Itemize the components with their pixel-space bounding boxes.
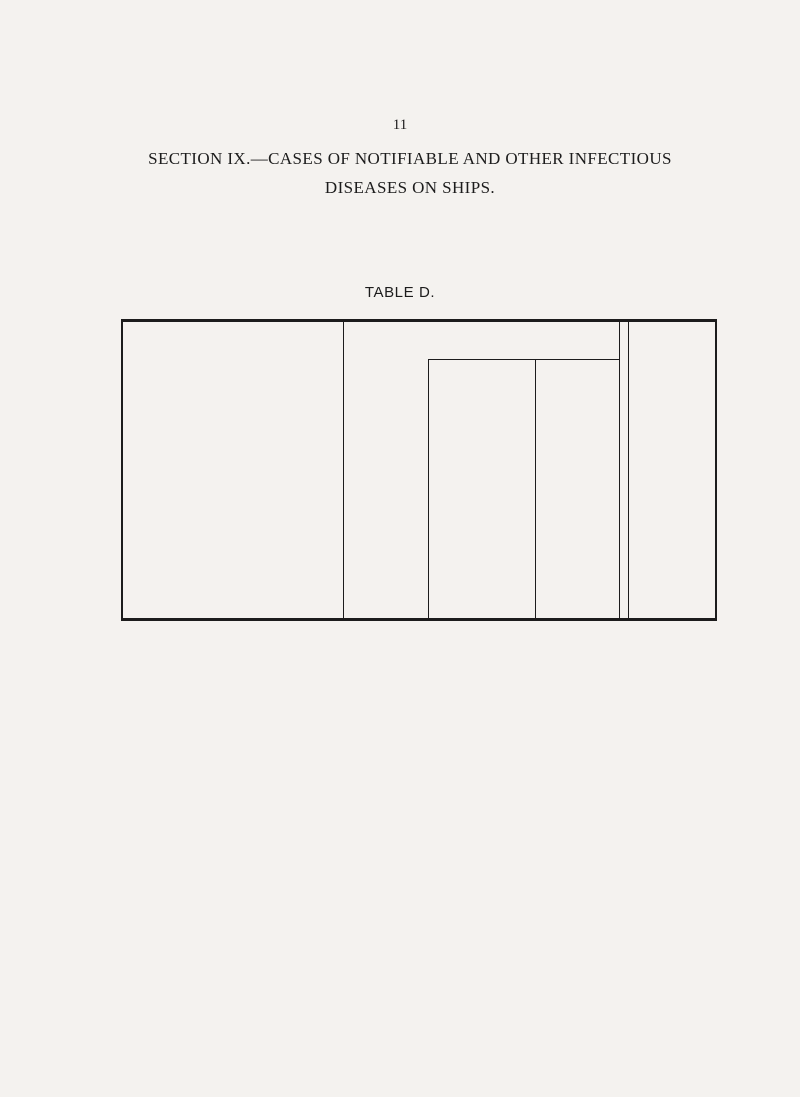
section-ix-heading xyxy=(110,144,710,202)
subheader-line xyxy=(428,359,619,360)
page-number: 11 xyxy=(392,117,408,133)
section-ix-title-line1: SECTION IX.—CASES OF NOTIFIABLE AND OTHER INFECTIOUS xyxy=(148,149,672,168)
col-divider-category xyxy=(343,322,344,619)
col-divider-passengers xyxy=(535,359,536,619)
table-title: TABLE D. xyxy=(364,284,436,301)
col-divider-disease xyxy=(428,359,429,619)
col-divider-crew xyxy=(619,322,620,619)
table-d xyxy=(121,319,717,621)
col-divider-ships xyxy=(628,322,629,619)
section-ix-title-line2: DISEASES ON SHIPS. xyxy=(324,178,496,197)
